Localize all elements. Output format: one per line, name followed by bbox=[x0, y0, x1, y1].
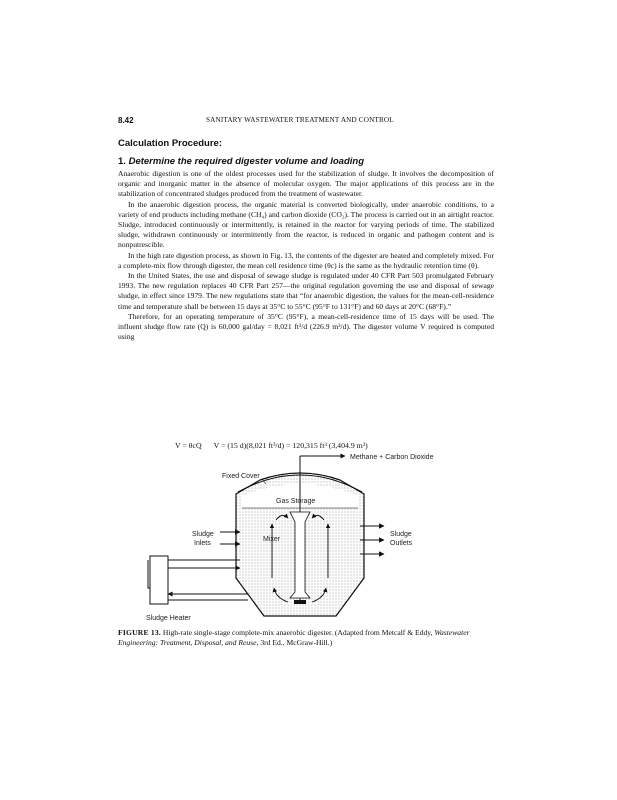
body-text bbox=[118, 169, 494, 342]
paragraph: In the anaerobic digestion process, the organic material is converted biologically, under anaerobic conditions, to a variety of end products including methane (CH₄) and carbon dioxide (CO₂). The process is carried out in an airtight reactor. Sludge, introduced continuously or intermittently, is retained in the reactor for varying periods of time. The stabilized sludge, withdrawn continuously or intermittently from the reactor, is reduced in organic and pathogen content and is nonputrescible. bbox=[118, 199, 494, 250]
figure-caption-italic: Wastewater Engineering: Treatment, Disposal, and Reuse bbox=[118, 628, 470, 648]
figure-caption-label: FIGURE 13. bbox=[118, 628, 161, 637]
mixer-label: Mixer bbox=[263, 536, 281, 543]
mixer-impeller bbox=[294, 600, 306, 604]
digester-figure bbox=[140, 448, 470, 628]
page-number: 8.42 bbox=[118, 116, 134, 125]
sludge-outlets-label-2: Outlets bbox=[390, 540, 413, 547]
paragraph: Anaerobic digestion is one of the oldest processes used for the stabilization of sludge. It involves the decomposition of organic and inorganic matter in the absence of molecular oxygen. The major applications of this process are in the stabilization of concentrated sludges produced from the treatment of wastewater. bbox=[118, 169, 494, 199]
sludge-outlets-label: Sludge bbox=[390, 531, 412, 538]
sludge-heater-box bbox=[150, 556, 168, 604]
methane-label: Methane + Carbon Dioxide bbox=[350, 454, 434, 461]
paragraph: In the United States, the use and disposal of sewage sludge is regulated under 40 CFR Part 503 promulgated February 1993. The new regulation replaces 40 CFR Part 257—the original regulation governing the use and disposal of sewage sludge, in effect since 1979. The new regulations state that “for anaerobic digestion, the values for the mean-cell-residence time and temperature shall be between 15 days at 35°C to 55°C (95°F to 131°F) and 60 days at 20°C (68°F).” bbox=[118, 271, 494, 311]
equation-formula: V = θcQ bbox=[175, 441, 202, 450]
paragraph: In the high rate digestion process, as shown in Fig. 13, the contents of the digester are heated and completely mixed. For a complete-mix flow through digester, the mean cell residence time (θc) is the same as the hydraulic retention time (θ). bbox=[118, 250, 494, 270]
step-heading bbox=[118, 156, 364, 167]
digester-diagram bbox=[140, 448, 470, 628]
paragraph: Therefore, for an operating temperature of 35°C (95°F), a mean-cell-residence time of 15 days will be used. The influent sludge flow rate (Q) is 60,000 gal/day = 8,021 ft³/d (226.9 m³/d). The digester volume V required is computed using bbox=[118, 311, 494, 342]
sludge-heater-label: Sludge Heater bbox=[146, 615, 191, 622]
sludge-inlets-label-2: Inlets bbox=[194, 540, 211, 547]
running-head bbox=[118, 116, 498, 128]
figure-caption bbox=[118, 628, 492, 648]
gas-storage-label: Gas Storage bbox=[276, 498, 316, 505]
figure-caption-end: , 3rd Ed., McGraw-Hill.) bbox=[256, 638, 333, 648]
figure-caption-text: High-rate single-stage complete-mix anaerobic digester. (Adapted from Metcalf & Eddy, bbox=[162, 628, 435, 637]
fixed-cover-label: Fixed Cover bbox=[222, 473, 260, 480]
sludge-inlets-label: Sludge bbox=[192, 531, 214, 538]
section-heading: Calculation Procedure: bbox=[118, 138, 222, 149]
step-title: Determine the required digester volume and loading bbox=[128, 156, 365, 167]
running-head-title: SANITARY WASTEWATER TREATMENT AND CONTROL bbox=[206, 116, 394, 124]
step-number: 1. bbox=[118, 156, 126, 167]
equation-computation: V = (15 d)(8,021 ft³/d) = 120,315 ft³ (3,404.9 m³) bbox=[213, 441, 368, 450]
